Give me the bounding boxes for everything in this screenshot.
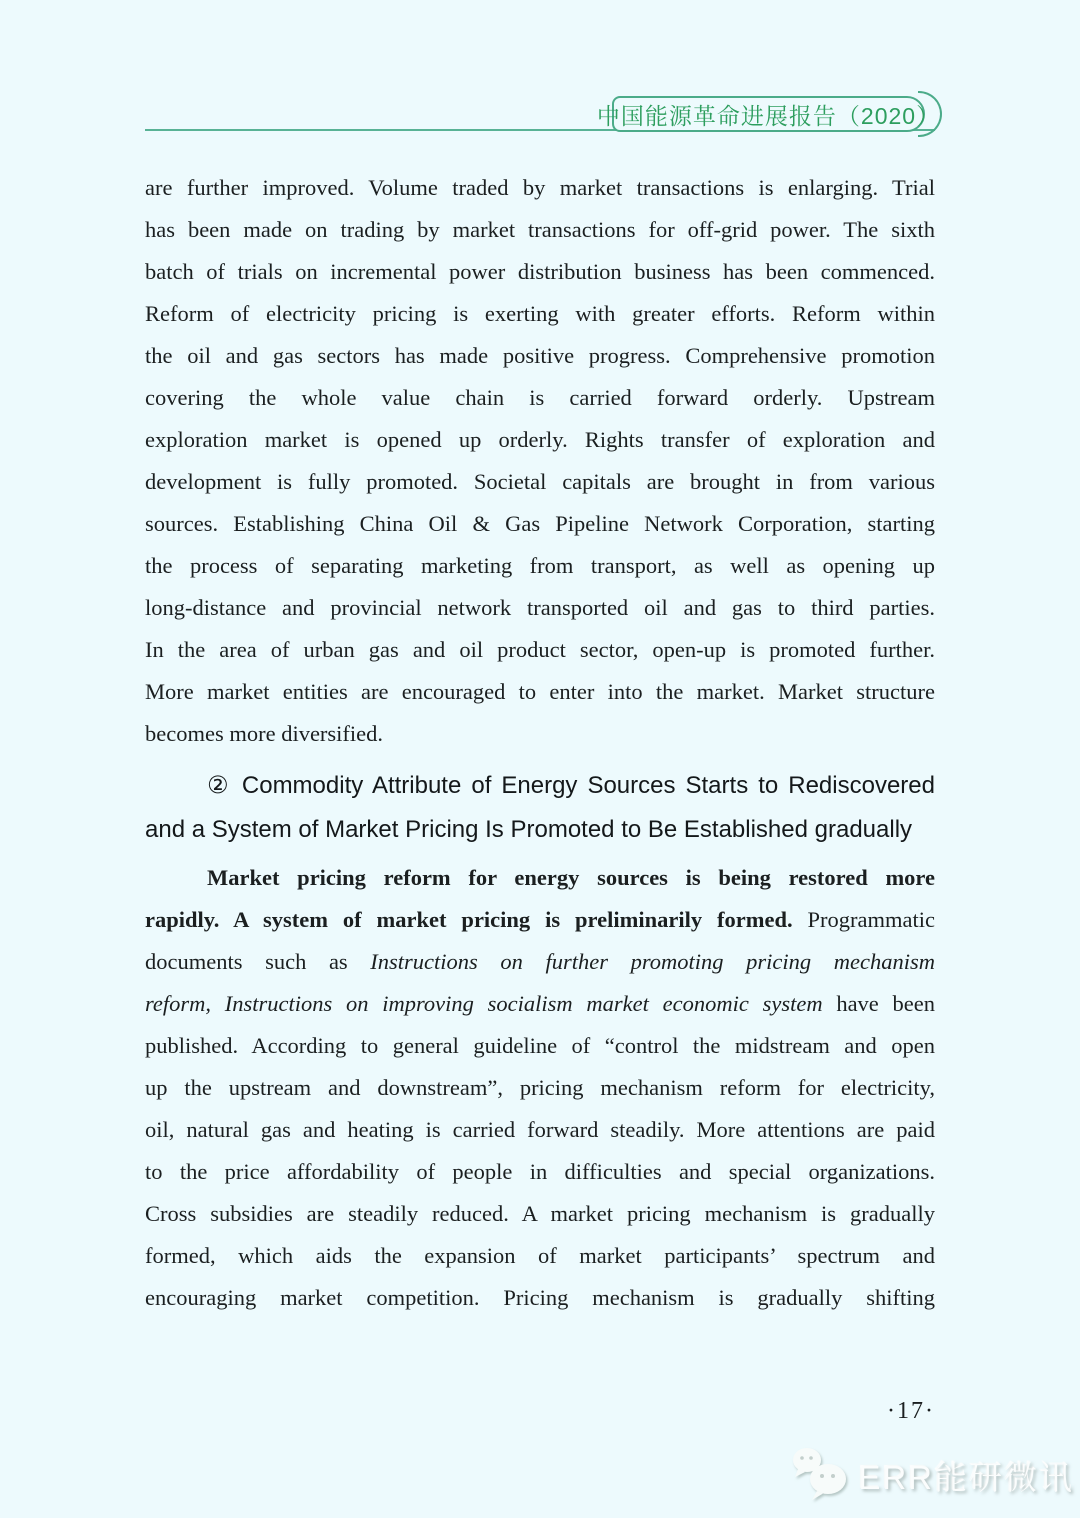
text-line: reform, Instructions on improving socialism market economic system have been [145, 991, 936, 1016]
text-line: oil, natural gas and heating is carried forward steadily. More attentions are paid [145, 1117, 935, 1142]
text-line: published. According to general guideline of “control the midstream and open [145, 1033, 935, 1058]
paragraph-2 [145, 857, 935, 1319]
text-line: development is fully promoted. Societal capitals are brought in from various [145, 469, 935, 494]
text-line: to the price affordability of people in difficulties and special organizations. [145, 1159, 935, 1184]
header-title-box [596, 96, 941, 132]
paragraph-1 [145, 167, 935, 755]
header-title: 中国能源革命进展报告（2020） [596, 102, 941, 129]
text-line: In the area of urban gas and oil product sector, open-up is promoted further. [145, 637, 935, 662]
text-line: the oil and gas sectors has made positive progress. Comprehensive promotion [145, 343, 935, 368]
watermark [790, 1446, 1074, 1504]
section-heading [145, 764, 935, 852]
page-number: ·17· [887, 1398, 935, 1424]
text-line: rapidly. A system of market pricing is preliminarily formed. Programmatic [145, 907, 935, 932]
text-line: documents such as Instructions on further promoting pricing mechanism [145, 949, 935, 974]
wechat-bubbles-icon [790, 1446, 854, 1504]
text-line: exploration market is opened up orderly. Rights transfer of exploration and [145, 427, 935, 452]
text-line: long-distance and provincial network transported oil and gas to third parties. [145, 595, 935, 620]
text-line: has been made on trading by market transactions for off-grid power. The sixth [145, 217, 935, 242]
text-line: covering the whole value chain is carried forward orderly. Upstream [145, 385, 935, 410]
text-line: up the upstream and downstream”, pricing mechanism reform for electricity, [145, 1075, 935, 1100]
text-line: ② Commodity Attribute of Energy Sources Starts to Rediscovered [207, 772, 935, 799]
text-line: encouraging market competition. Pricing mechanism is gradually shifting [145, 1285, 935, 1310]
text-line: Market pricing reform for energy sources is being restored more [207, 865, 935, 890]
text-line: sources. Establishing China Oil & Gas Pipeline Network Corporation, starting [145, 511, 935, 536]
text-line: More market entities are encouraged to enter into the market. Market structure [145, 679, 935, 704]
text-line: becomes more diversified. [145, 721, 384, 746]
text-line: batch of trials on incremental power distribution business has been commenced. [145, 259, 935, 284]
text-line: formed, which aids the expansion of market participants’ spectrum and [145, 1243, 935, 1268]
text-line: and a System of Market Pricing Is Promoted to Be Established gradually [145, 816, 913, 843]
text-line: are further improved. Volume traded by market transactions is enlarging. Trial [145, 175, 935, 200]
watermark-text: ERR能研微讯 [858, 1458, 1074, 1496]
text-line: Reform of electricity pricing is exerting with greater efforts. Reform within [145, 301, 935, 326]
article-body [145, 167, 935, 1319]
text-line: the process of separating marketing from transport, as well as opening up [145, 553, 935, 578]
text-line: Cross subsidies are steadily reduced. A market pricing mechanism is gradually [145, 1201, 935, 1226]
